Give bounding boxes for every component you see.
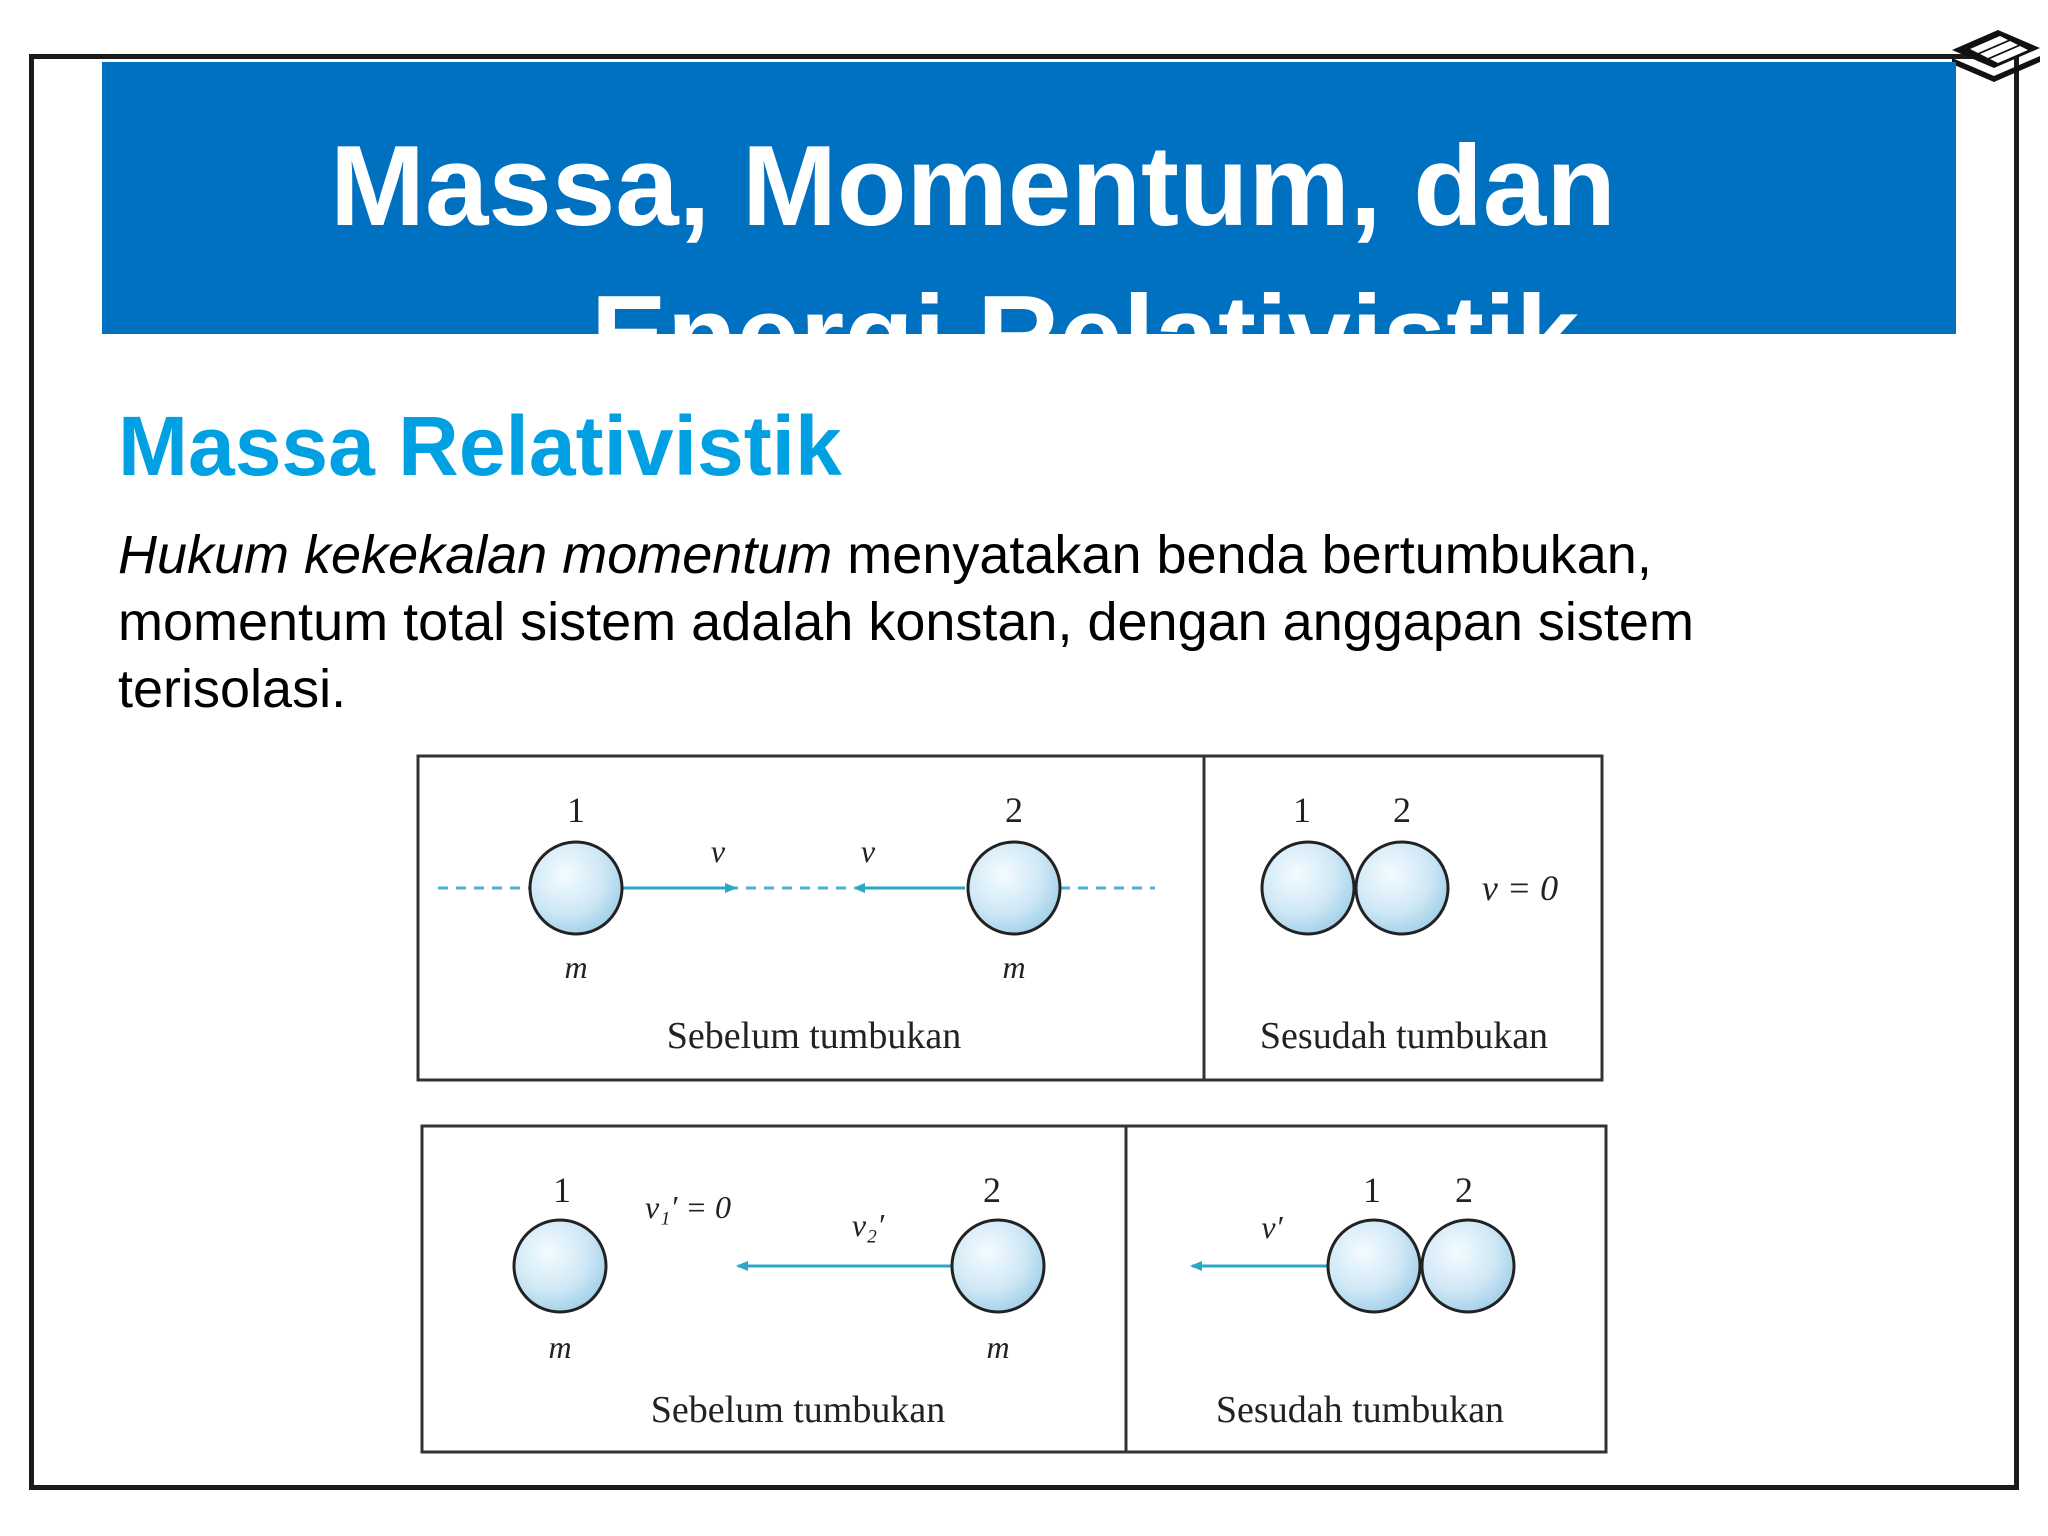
ball-2-label: 2 (1005, 790, 1023, 830)
caption-after-bottom: Sesudah tumbukan (1215, 1389, 1505, 1431)
ball-2-bottom-after (1422, 1220, 1514, 1312)
mass-label-1-bottom: m (548, 1329, 572, 1365)
caption-before-bottom: Sebelum tumbukan (650, 1389, 946, 1431)
section-heading: Massa Relativistik (118, 399, 842, 493)
mass-label-1: m (564, 949, 588, 985)
velocity-v2-prime-label: v₂′ (851, 1207, 885, 1243)
ball-2-bottom (952, 1220, 1044, 1312)
ball-2-after-label: 2 (1393, 790, 1411, 830)
title-banner (102, 62, 1956, 400)
caption-before-top: Sebelum tumbukan (666, 1015, 962, 1057)
body-line-3: terisolasi. (118, 659, 347, 719)
ball-1-bottom-after (1328, 1220, 1420, 1312)
ball-2-bottom-label: 2 (983, 1170, 1001, 1210)
slide-title-line-2: Energi Relativistik (590, 273, 1580, 400)
velocity-zero-label: v = 0 (1481, 868, 1559, 908)
body-paragraph (118, 522, 1818, 723)
body-line-2: momentum total sistem adalah konstan, dengan anggapan sistem (118, 592, 1694, 652)
ball-1-bottom-after-label: 1 (1363, 1170, 1381, 1210)
ball-2-after (1356, 842, 1448, 934)
ball-1-label: 1 (567, 790, 585, 830)
body-italic-term: Hukum kekekalan momentum (118, 525, 833, 585)
slide-title-line-1: Massa, Momentum, dan (330, 123, 1616, 250)
ball-2-bottom-after-label: 2 (1455, 1170, 1473, 1210)
collision-diagram (410, 746, 1610, 1462)
ball-1-bottom (514, 1220, 606, 1312)
ball-2 (968, 842, 1060, 934)
body-line-1 (118, 522, 1818, 589)
ball-1-after (1262, 842, 1354, 934)
mass-label-2-bottom: m (986, 1329, 1010, 1365)
velocity-v1-prime-label: v₁′ = 0 (645, 1189, 731, 1225)
velocity-label-2: v (860, 833, 876, 869)
caption-after-top: Sesudah tumbukan (1259, 1015, 1549, 1057)
mass-label-2: m (1002, 949, 1026, 985)
publisher-logo-icon (1948, 16, 2044, 86)
velocity-label-1: v (710, 833, 726, 869)
ball-1 (530, 842, 622, 934)
ball-1-after-label: 1 (1293, 790, 1311, 830)
velocity-v-prime-label: v′ (1261, 1209, 1283, 1245)
ball-1-bottom-label: 1 (553, 1170, 571, 1210)
body-line-1-rest: menyatakan benda bertumbukan, (832, 525, 1652, 585)
